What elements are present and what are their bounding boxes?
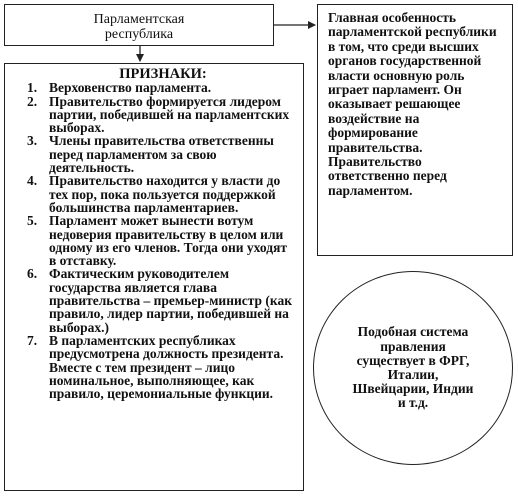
signs-list — [17, 81, 295, 400]
sign-item — [17, 334, 295, 400]
sign-text: Правительство формируется лидером партии, победившей на парламентских выборах. — [49, 93, 290, 136]
title-text: Парламентская республика — [93, 12, 185, 42]
sign-number: 6. — [27, 266, 38, 282]
sign-item — [17, 95, 295, 135]
examples-circle — [313, 271, 513, 465]
sign-number: 7. — [27, 332, 38, 348]
sign-text: Парламент может вынести вотум недоверия правительству в целом или одному из его членов. Тогда они уходят в отставку. — [49, 213, 288, 269]
examples-text: Подобная система правления существует в ФРГ, Италии, Швейцарии, Индии и т.д. — [352, 324, 474, 411]
sign-item — [17, 214, 295, 267]
sign-number: 4. — [27, 173, 38, 189]
feature-box — [317, 4, 513, 256]
sign-item — [17, 267, 295, 333]
sign-number: 2. — [27, 93, 38, 109]
sign-text: В парламентских республиках предусмотрена должность президента. Вместе с тем президент – лицо номинальное, выполняющее, как правило, церемониальные функции. — [49, 332, 284, 402]
signs-box — [4, 63, 304, 491]
feature-text: Главная особенность парламентской республики в том, что среди высших органов государственной власти основную роль играет парламент. Он оказывает решающее воздействие на формирование правительства. Правительство ответственно перед парламентом. — [328, 10, 497, 198]
sign-text: Члены правительства ответственны перед парламентом за свою деятельность. — [49, 133, 274, 176]
sign-item — [17, 134, 295, 174]
title-box — [4, 4, 274, 46]
sign-number: 1. — [27, 80, 38, 96]
sign-text: Фактическим руководителем государства является глава правительства – премьер-министр (как правило, лидер партии, победившей на выборах.) — [49, 266, 293, 335]
signs-heading: ПРИЗНАКИ: — [119, 66, 207, 82]
sign-item — [17, 174, 295, 214]
sign-item — [17, 81, 295, 94]
sign-number: 3. — [27, 133, 38, 149]
sign-text: Правительство находится у власти до тех пор, пока пользуется поддержкой большинства парламентариев. — [49, 173, 281, 215]
sign-text: Верховенство парламента. — [49, 80, 212, 96]
sign-number: 5. — [27, 213, 38, 229]
